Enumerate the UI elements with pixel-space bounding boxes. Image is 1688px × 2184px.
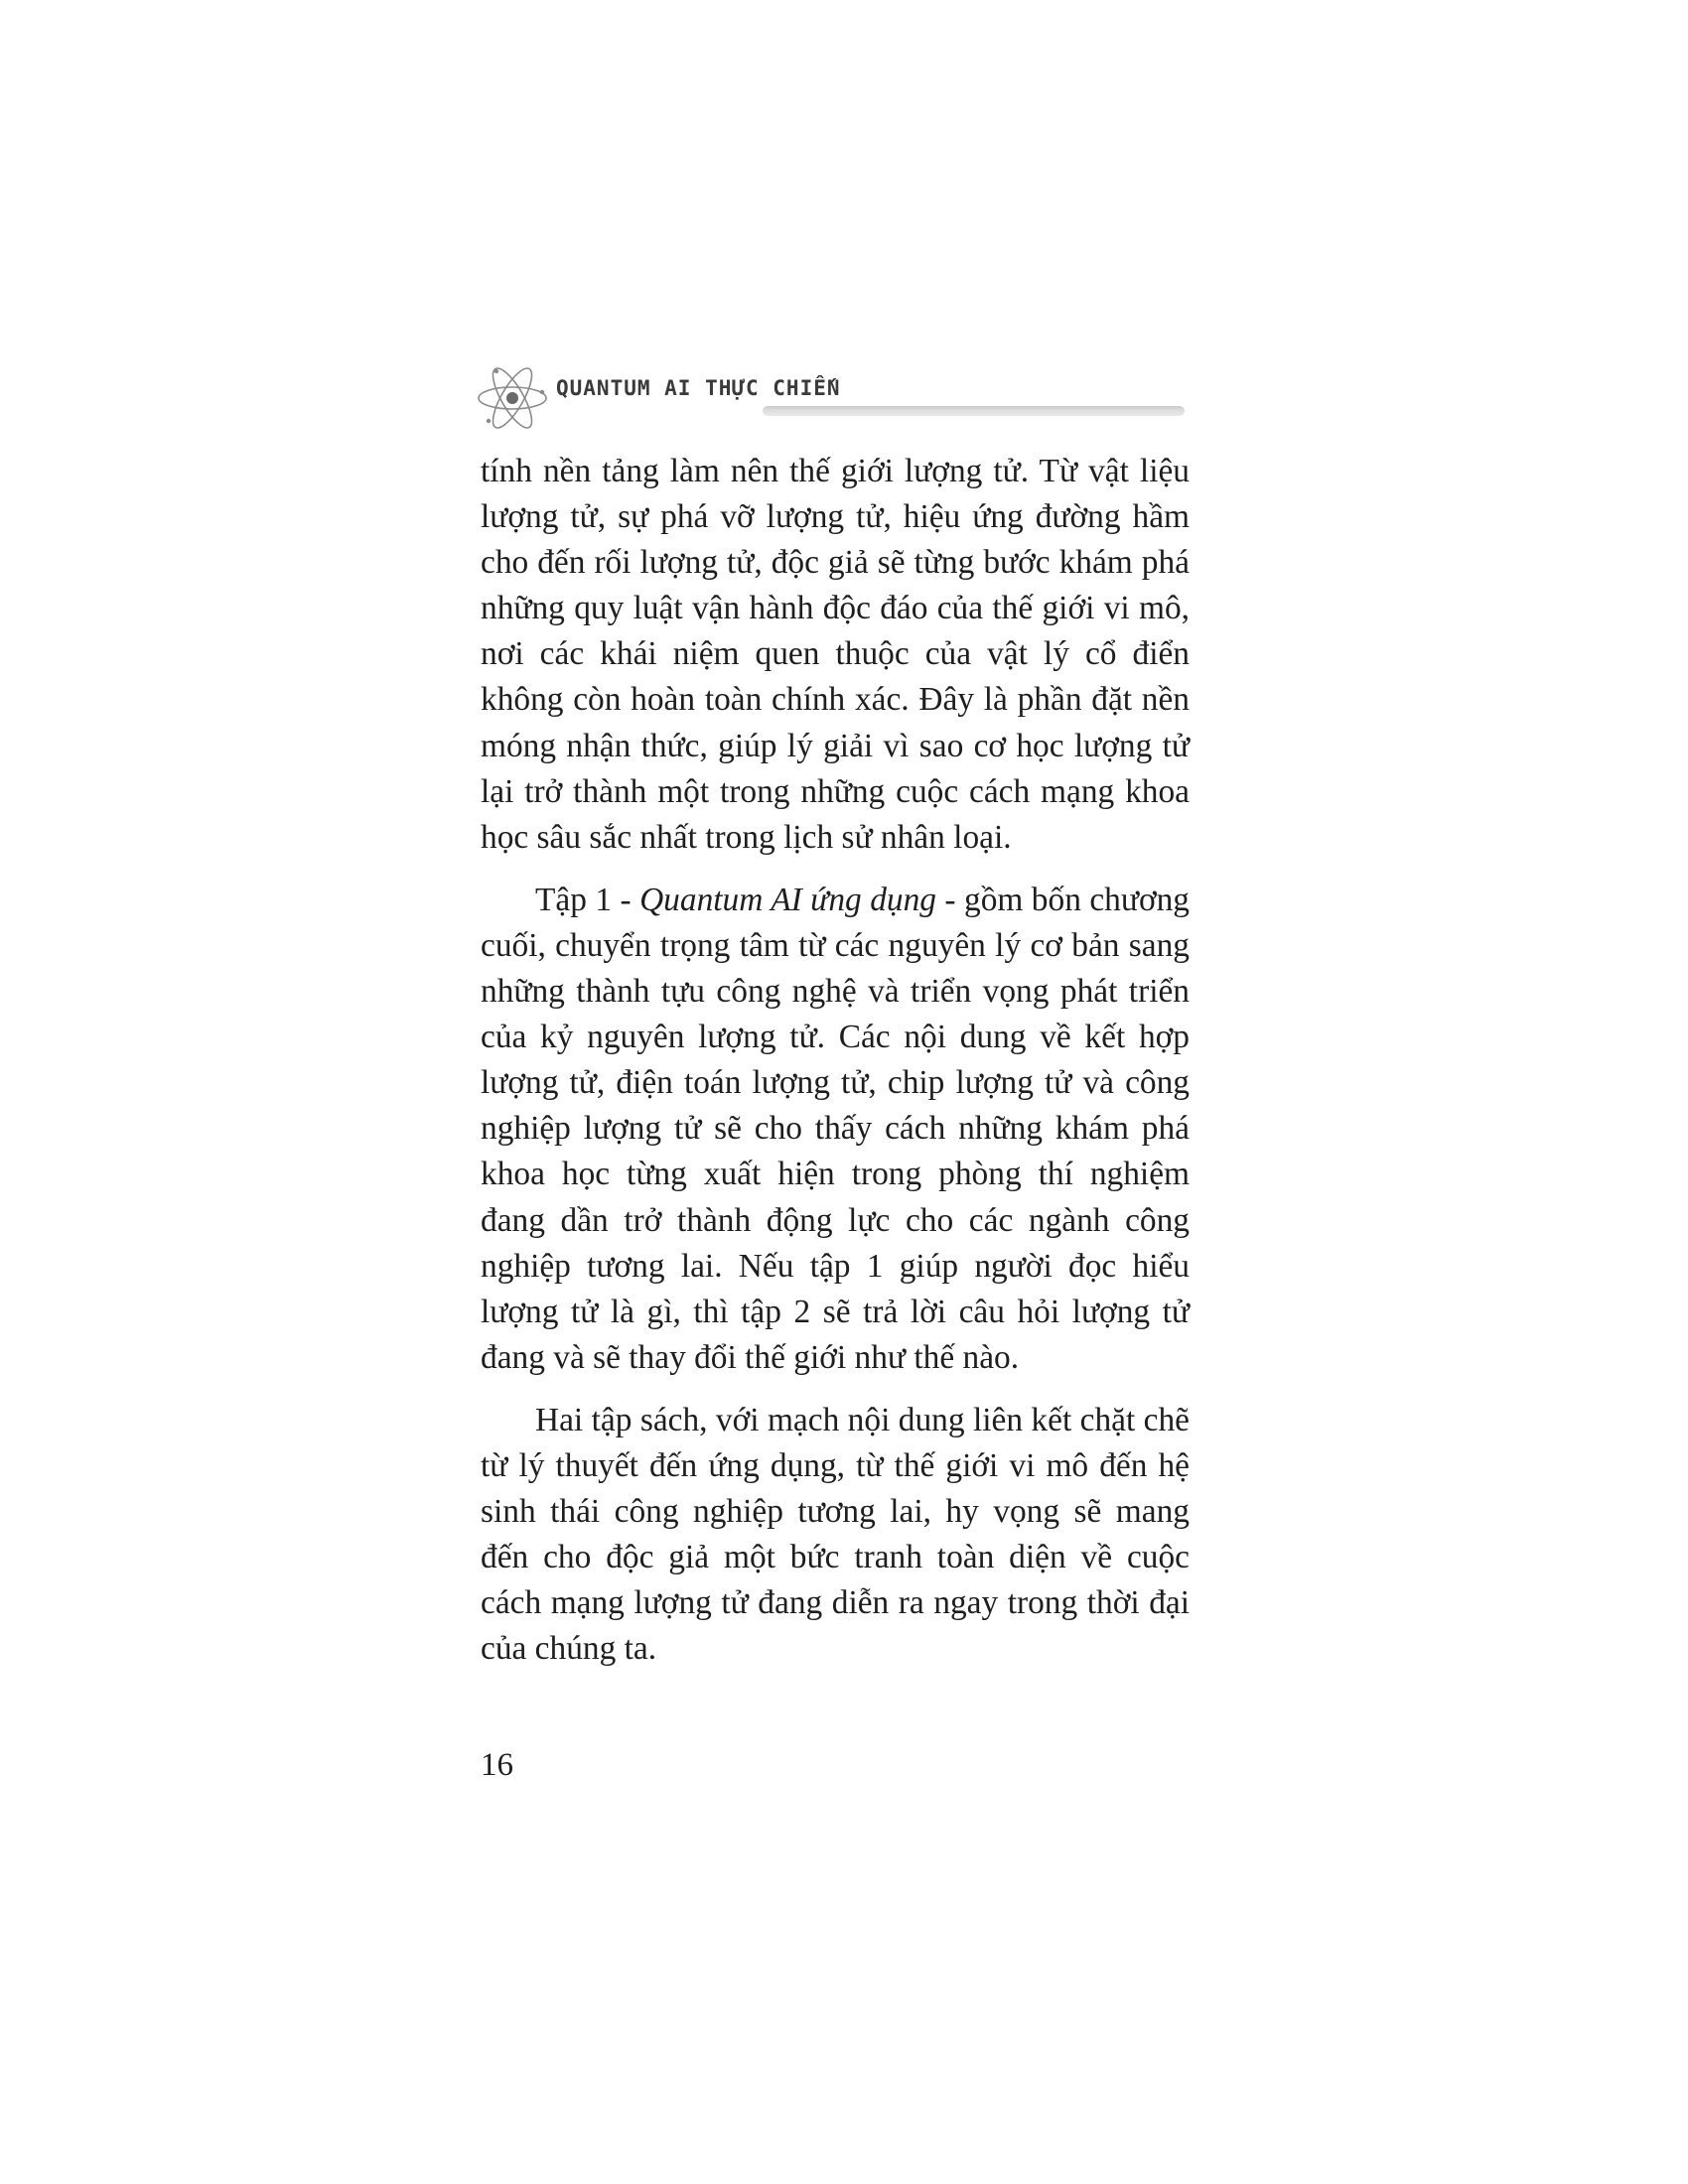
body-text: [481, 449, 1190, 1689]
book-title: Quantum AI ứng dụng: [639, 881, 936, 918]
paragraph-text: - gồm bốn chương cuối, chuyển trọng tâm từ các nguyên lý cơ bản sang những thành tựu công nghệ và triển vọng phát triển của kỷ nguyên lượng tử. Các nội dung về kết hợp lượng tử, điện toán lượng tử, chip lượng tử và công nghiệp lượng tử sẽ cho thấy cách những khám phá khoa học từng xuất hiện trong phòng thí nghiệm đang dần trở thành động lực cho các ngành công nghiệp tương lai. Nếu tập 1 giúp người đọc hiểu lượng tử là gì, thì tập 2 sẽ trả lời câu hỏi lượng tử đang và sẽ thay đổi thế giới như thế nào.: [481, 881, 1190, 1376]
header-title: QUANTUM AI THỰC CHIẾN: [556, 376, 841, 400]
running-header: [475, 359, 1185, 437]
paragraph-text: Tập 1 -: [535, 881, 640, 918]
paragraph: tính nền tảng làm nên thế giới lượng tử. Từ vật liệu lượng tử, sự phá vỡ lượng tử, hiệu ứng đường hầm cho đến rối lượng tử, độc giả sẽ từng bước khám phá những quy luật vận hành độc đáo của thế giới vi mô, nơi các khái niệm quen thuộc của vật lý cổ điển không còn hoàn toàn chính xác. Đây là phần đặt nền móng nhận thức, giúp lý giải vì sao cơ học lượng tử lại trở thành một trong những cuộc cách mạng khoa học sâu sắc nhất trong lịch sử nhân loại.: [481, 453, 1190, 856]
page-number: 16: [481, 1747, 513, 1783]
paragraph: Hai tập sách, với mạch nội dung liên kết chặt chẽ từ lý thuyết đến ứng dụng, từ thế giới vi mô đến hệ sinh thái công nghiệp tương lai, hy vọng sẽ mang đến cho độc giả một bức tranh toàn diện về cuộc cách mạng lượng tử đang diễn ra ngay trong thời đại của chúng ta.: [481, 1401, 1190, 1668]
atom-icon: [475, 359, 550, 437]
header-rule: [763, 406, 1185, 416]
paragraph: [481, 878, 1190, 1381]
